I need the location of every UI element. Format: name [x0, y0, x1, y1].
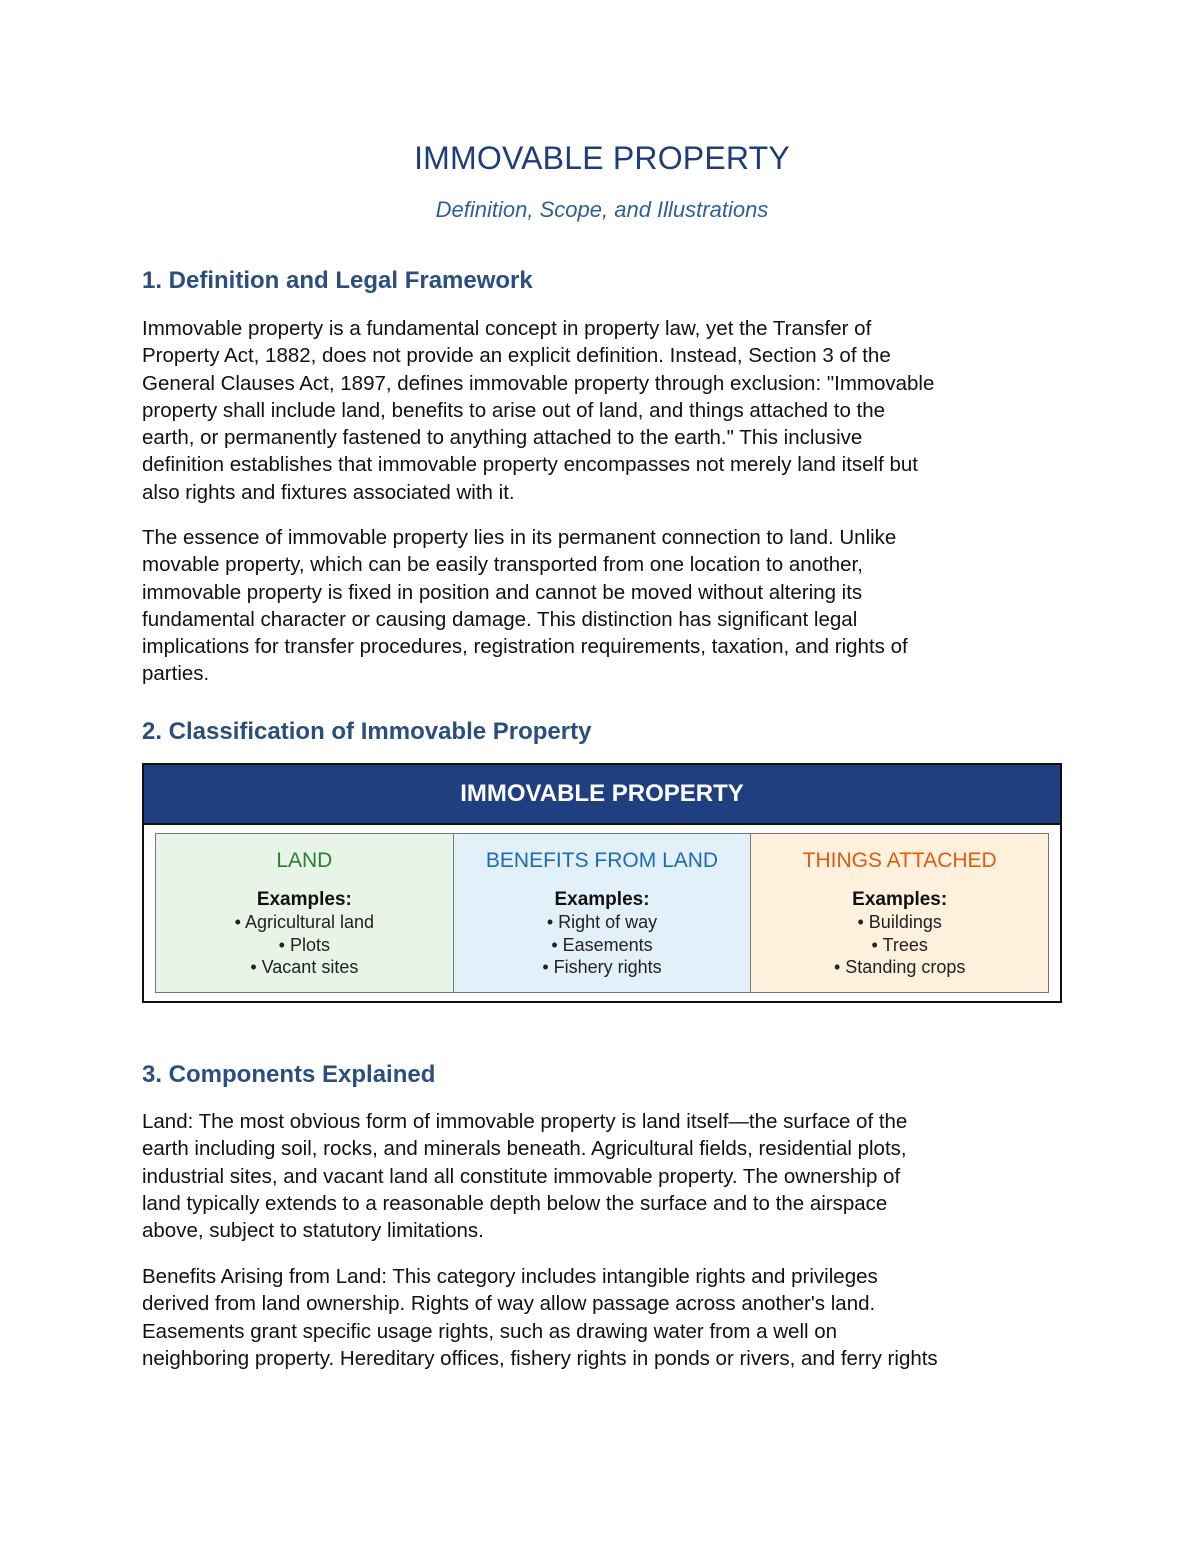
column-title: BENEFITS FROM LAND — [485, 849, 719, 872]
document-subtitle: Definition, Scope, and Illustrations — [435, 197, 769, 222]
text-line: The essence of immovable property lies in its permanent connection to land. Unlike — [142, 526, 897, 549]
paragraph-definition-1 — [142, 315, 1062, 506]
example-item: • Agricultural land — [234, 912, 375, 932]
text-line: industrial sites, and vacant land all constitute immovable property. The ownership of — [142, 1164, 901, 1188]
text-line: land typically extends to a reasonable depth below the surface and to the airspace — [142, 1191, 888, 1215]
text-line: Benefits Arising from Land: This category includes intangible rights and privileges — [142, 1265, 878, 1288]
text-line: derived from land ownership. Rights of way allow passage across another's land. — [142, 1292, 876, 1316]
examples-label: Examples: — [852, 889, 948, 910]
example-item: • Right of way — [546, 912, 658, 932]
text-line: fundamental character or causing damage. This distinction has significant legal — [142, 607, 858, 631]
example-item: • Fishery rights — [542, 957, 662, 977]
document-title: IMMOVABLE PROPERTY — [414, 140, 790, 176]
example-item: • Buildings — [857, 912, 942, 932]
text-line: Easements grant specific usage rights, such as drawing water from a well on — [142, 1319, 838, 1343]
text-line: above, subject to statutory limitations. — [142, 1219, 484, 1243]
examples-label: Examples: — [554, 889, 650, 910]
column-title: THINGS ATTACHED — [802, 849, 997, 872]
text-line: parties. — [142, 662, 210, 686]
column-things-attached — [751, 834, 1048, 992]
section-heading-definition: 1. Definition and Legal Framework — [142, 267, 533, 294]
text-line: earth including soil, rocks, and minerals beneath. Agricultural fields, residential plots, — [142, 1137, 907, 1161]
text-line: also rights and fixtures associated with it. — [142, 480, 515, 504]
classification-diagram — [142, 763, 1062, 1003]
section-heading-classification: 2. Classification of Immovable Property — [142, 718, 592, 745]
text-line: Property Act, 1882, does not provide an explicit definition. Instead, Section 3 of the — [142, 344, 891, 368]
column-title: LAND — [276, 849, 333, 872]
example-item: • Plots — [278, 934, 330, 955]
example-item: • Standing crops — [833, 957, 966, 977]
text-line: movable property, which can be easily transported from one location to another, — [142, 553, 863, 577]
diagram-columns — [155, 833, 1049, 993]
text-line: property shall include land, benefits to arise out of land, and things attached to the — [142, 398, 886, 422]
example-item: • Trees — [871, 934, 928, 955]
example-item: • Easements — [551, 934, 653, 955]
text-line: immovable property is fixed in position and cannot be moved without altering its — [142, 580, 863, 604]
text-line: Immovable property is a fundamental concept in property law, yet the Transfer of — [142, 317, 872, 340]
example-item: • Vacant sites — [250, 957, 359, 977]
paragraph-definition-2 — [142, 524, 1062, 688]
diagram-header: IMMOVABLE PROPERTY — [144, 765, 1060, 825]
paragraph-land — [142, 1108, 1062, 1244]
column-land — [156, 834, 454, 992]
column-benefits-from-land — [454, 834, 752, 992]
text-line: definition establishes that immovable property encompasses not merely land itself but — [142, 453, 918, 477]
text-line: earth, or permanently fastened to anything attached to the earth." This inclusive — [142, 426, 863, 450]
text-line: implications for transfer procedures, registration requirements, taxation, and rights of — [142, 635, 908, 659]
examples-label: Examples: — [256, 889, 352, 910]
paragraph-benefits — [142, 1263, 1062, 1372]
section-heading-components: 3. Components Explained — [142, 1061, 436, 1088]
text-line: General Clauses Act, 1897, defines immovable property through exclusion: "Immovable — [142, 371, 935, 395]
text-line: neighboring property. Hereditary offices, fishery rights in ponds or rivers, and ferry rights — [142, 1346, 938, 1370]
text-line: Land: The most obvious form of immovable property is land itself—the surface of the — [142, 1110, 908, 1133]
